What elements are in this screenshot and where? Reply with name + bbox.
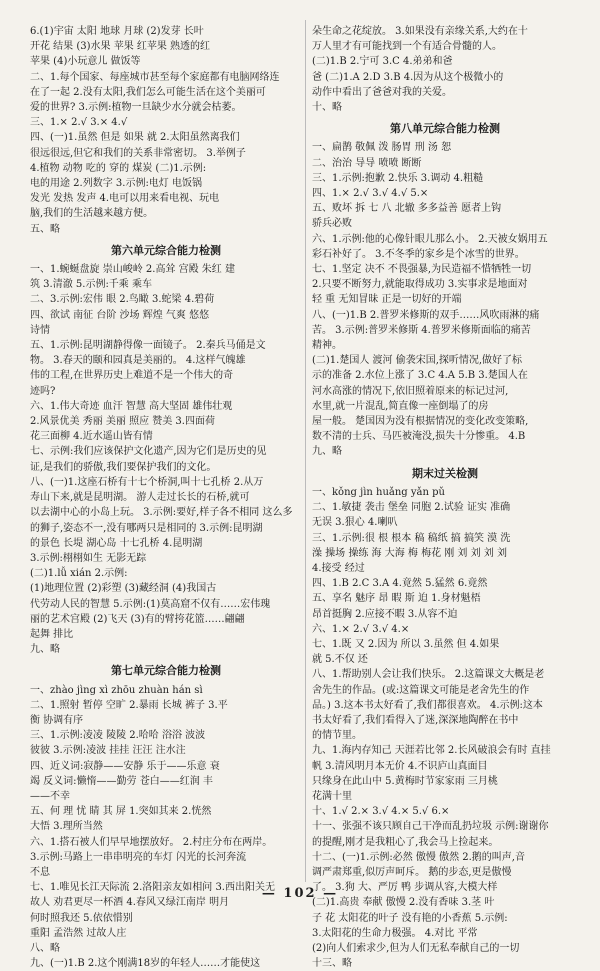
answer-line: 九、略 xyxy=(30,644,60,656)
answer-line: 朵生命之花绽放。 3.如果没有亲缘关系,大约在十 xyxy=(312,26,528,37)
answer-line: (二)1.高贵 奉献 傲慢 2.没有香味 3.茎 叶 xyxy=(312,897,495,909)
answer-line: 何时照我还 5.依依惜别 xyxy=(30,912,133,924)
answer-line: 六、1.示例:他的心像针眼儿那么小。 2.天被女娲用五 xyxy=(312,233,548,245)
answer-line: 在了一起 2.没有太阳,我们怎么可能生活在这个美丽可 xyxy=(30,86,266,98)
answer-line: 苦。 3.示例:普罗米修斯 4.普罗米修斯面临的痛苦 xyxy=(312,324,531,336)
answer-line: 子 花 太阳花的叶子 没有艳的小香蕉 5.示例: xyxy=(312,912,508,924)
answer-line: 调严肃郑重,似厉声呵斥。 鹅的步态,更是傲慢 xyxy=(312,866,512,878)
answer-line: 丽的艺术宫殿 (2)飞天 (3)有的臂挎花篮……翩翩 xyxy=(30,613,245,625)
answer-line: 4.植物 动物 吃的 穿的 煤炭 (二)1.示例: xyxy=(30,162,207,174)
answer-line: 五、略 xyxy=(30,223,60,235)
answer-line: 数不清的士兵、马匹被淹没,损失十分惨重。 4.B xyxy=(312,431,526,443)
answer-line: 的景色 长堤 湖心岛 十七孔桥 4.昆明湖 xyxy=(30,537,203,549)
answer-line: (二)1.楚国人 渡河 偷袭宋国,探听情况,做好了标 xyxy=(312,355,523,367)
answer-line: 十一、张强不该只顾自己干净而乱扔垃圾 示例:谢谢你 xyxy=(312,821,549,833)
answer-line: 昂首挺胸 2.应接不暇 3.从容不迫 xyxy=(312,608,458,620)
answer-line: 二、治治 导导 喷喷 断断 xyxy=(312,157,422,169)
answer-line: 物。 3.春天的颐和园真是美丽的。 4.这样气魄雄 xyxy=(30,355,246,367)
answer-line: 故人 劝君更尽一杯酒 4.春风又绿江南岸 明月 xyxy=(30,897,230,909)
answer-line: ——不幸 xyxy=(30,790,70,802)
answer-line: 七、示例:我们应该保护文化遗产,因为它们是历史的见 xyxy=(30,446,267,458)
answer-line: 示的准备 2.水位上涨了 3.C 4.A 5.B 3.楚国人在 xyxy=(312,370,528,382)
answer-line: (1)地理位置 (2)彩塑 (3)藏经洞 (4)我国古 xyxy=(30,583,217,595)
answer-line: 精神。 xyxy=(312,340,342,352)
answer-line: 脑,我们的生活越来越方便。 xyxy=(30,208,154,220)
answer-line: 澡 操场 操练 海 大海 梅 梅花 刚 刘 刘 刘 刘 xyxy=(312,547,507,559)
answer-line: 爸 (二)1.A 2.D 3.B 4.因为从这个极微小的 xyxy=(312,71,504,83)
answer-line: 竭 反义词:懒惰——勤劳 苍白——红润 丰 xyxy=(30,775,213,787)
answer-line: 衡 协调有序 xyxy=(30,714,84,726)
answer-line: 彩石补好了。 3.不冬季的家乡是个冰雪的世界。 xyxy=(312,248,525,260)
answer-line: 3.太阳花的生命力极强。 4.对比 平常 xyxy=(312,927,478,939)
answer-line: 八、(一)1.B 2.普罗米修斯的双手……风吹雨淋的痛 xyxy=(312,309,540,321)
answer-line: 七、1.既 又 2.因为 所以 3.虽然 但 4.如果 xyxy=(312,638,500,650)
answer-line: 3.示例:栩栩如生 无影无踪 xyxy=(30,552,147,564)
answer-line: 2.只要不断努力,就能取得成功 3.实事求是地面对 xyxy=(312,279,528,291)
answer-line: 四、(一)1.虽然 但是 如果 就 2.太阳虽然离我们 xyxy=(30,132,240,144)
answer-line: 三、1.示例:抱歉 2.快乐 3.调动 4.粗糙 xyxy=(312,172,484,184)
answer-line: 伟的工程,在世界历史上难道不是一个伟大的奇 xyxy=(30,370,234,382)
answer-line: 电的用途 2.列数字 3.示例:电灯 电饭锅 xyxy=(30,178,202,190)
answer-line: 二、3.示例:宏伟 眼 2.鸟瞰 3.蛇梁 4.碧荷 xyxy=(30,294,215,306)
answer-line: 无误 3.狠心 4.喇叭 xyxy=(312,517,398,529)
answer-line: 舍先生的作品。(或:这篇课文可能是老舍先生的作 xyxy=(312,684,530,696)
answer-line: 重阳 孟浩然 过故人庄 xyxy=(30,927,127,939)
answer-line: 骄兵必败 xyxy=(312,218,352,230)
answer-line: 九、(一)1.B 2.这个刚满18岁的年轻人……才能使这 xyxy=(30,958,261,970)
answer-line: 河水高涨的情况下,依旧照着原来的标记过河, xyxy=(312,385,509,397)
answer-line: 寿山下来,就是昆明湖。 游人走过长长的石桥,就可 xyxy=(30,492,250,504)
answer-line: 6.(1)宇宙 太阳 地球 月球 (2)发芽 长叶 xyxy=(30,26,204,37)
answer-line: 动作中看出了爸爸对我的关爱。 xyxy=(312,86,452,98)
answer-line: 2.风景优美 秀丽 美丽 照应 赞美 3.四面荷 xyxy=(30,416,215,428)
answer-line: 了。 3.狗 大、严厉 鸭 步调从容,大模大样 xyxy=(312,882,498,894)
answer-line: 不息 xyxy=(30,866,50,878)
answer-line: 开花 结果 (3)水果 苹果 红苹果 熟透的红 xyxy=(30,41,211,53)
answer-line: 的提醒,刚才是我粗心了,我会马上捡起来。 xyxy=(312,836,499,848)
answer-line: 十二、(一)1.示例:必然 傲慢 傲然 2.鹅的叫声,音 xyxy=(312,851,525,863)
left-column xyxy=(30,24,302,971)
answer-line: 九、略 xyxy=(312,446,342,458)
column-divider xyxy=(305,20,306,882)
answer-line: 苹果 (4)小玩意儿 做饭等 xyxy=(30,56,141,68)
answer-line: 八、略 xyxy=(30,942,60,954)
answer-line: 帆 3.清风明月本无价 4.不识庐山真面目 xyxy=(312,760,488,772)
answer-line: 一、1.蜿蜒盘旋 崇山峻岭 2.高耸 宫殿 朱红 建 xyxy=(30,264,235,276)
answer-line: 4.接受 经过 xyxy=(312,562,365,574)
answer-line: 就 5.不仅 还 xyxy=(312,654,368,666)
answer-line: 诗情 xyxy=(30,324,50,336)
answer-line: 代劳动人民的智慧 5.示例:(1)莫高窟不仅有……宏伟瑰 xyxy=(30,598,271,610)
answer-line: 十三、略 xyxy=(312,958,352,970)
answer-line: 屋一般。 楚国因为没有根据情况的变化改变策略, xyxy=(312,416,529,428)
answer-line: (二)1.lǚ xián 2.示例: xyxy=(30,568,128,580)
answer-line: 很远很远,但它和我们的关系非常密切。 3.举例子 xyxy=(30,147,246,159)
answer-line: 花三面柳 4.近水遥山皆有情 xyxy=(30,431,153,443)
answer-line: 三、1.× 2.√ 3.× 4.√ xyxy=(30,117,128,129)
section-heading: 第七单元综合能力检测 xyxy=(111,664,221,678)
answer-line: 五、败坏 拆 七 八 北辙 多多益善 愿者上钩 xyxy=(312,203,502,215)
answer-line: 大悟 3.理所当然 xyxy=(30,821,103,833)
answer-line: 五、何 理 忧 睛 其 屏 1.突如其来 2.恍然 xyxy=(30,806,212,818)
answer-line: 发光 发热 发声 4.电可以用来看电视、玩电 xyxy=(30,193,220,205)
section-heading: 第六单元综合能力检测 xyxy=(111,243,221,257)
answer-line: 二、1.敏捷 袭击 堡垒 同胞 2.试验 证实 准确 xyxy=(312,502,511,514)
section-heading: 期末过关检测 xyxy=(412,466,478,480)
page-number: — 102 — xyxy=(261,886,339,901)
answer-line: 三、1.示例:凌凌 陵陵 2.哈哈 浴浴 波波 xyxy=(30,730,206,742)
answer-line: 爱的世界? 3.示例:植物一旦缺少水分就会枯萎。 xyxy=(30,102,242,114)
answer-line: 一、zhào jìng xì zhōu zhuàn hán sì xyxy=(30,684,203,696)
answer-line: 二、1.照射 暂停 空旷 2.暴雨 长城 裤子 3.平 xyxy=(30,699,228,711)
answer-line: 迹吗? xyxy=(30,385,56,397)
answer-line: 证,是我们的骄傲,我们要保护我们的文化。 xyxy=(30,461,217,473)
answer-line: 五、1.示例:昆明湖静得像一面镜子。 2.秦兵马俑是文 xyxy=(30,340,266,352)
answer-line: 起舞 排比 xyxy=(30,628,74,640)
answer-line: (2)向人们索求少,但为人们无私奉献自己的一切 xyxy=(312,942,520,954)
answer-line: 十、略 xyxy=(312,102,342,114)
answer-line: 品。) 3.这本书太好看了,我们都很喜欢。 4.示例:这本 xyxy=(312,699,543,711)
right-column xyxy=(312,24,578,971)
answer-line: 一、扁鹊 敬佩 泼 肠胃 刑 汤 恕 xyxy=(312,142,452,154)
answer-line: 的情节里。 xyxy=(312,730,362,742)
answer-line: 轻 重 无知冒昧 正是一切好的开端 xyxy=(312,294,462,306)
answer-line: 水里,就一片混乱,简直像一座倒塌了的房 xyxy=(312,400,489,412)
answer-line: 只缘身在此山中 5.黄梅时节家家雨 三月桃 xyxy=(312,775,498,787)
answer-line: 四、1.B 2.C 3.A 4.竟然 5.猛然 6.竟然 xyxy=(312,578,488,590)
answer-line: 七、1.唯见长江天际流 2.洛阳亲友如相问 3.西出阳关无 xyxy=(30,882,275,894)
answer-line: 六、1.搭石被人们早早地摆放好。 2.村庄分布在两岸。 xyxy=(30,836,273,848)
answer-line: 五、享名 魅序 昂 暇 斯 迫 1.身材魁梧 xyxy=(312,593,481,605)
answer-line: 四、1.× 2.√ 3.√ 4.√ 5.× xyxy=(312,188,429,200)
section-heading: 第八单元综合能力检测 xyxy=(390,122,500,136)
answer-line: (二)1.B 2.宁可 3.C 4.弟弟和爸 xyxy=(312,56,453,68)
answer-line: 六、1.伟大奇迹 血汗 智慧 高大坚固 雄伟壮观 xyxy=(30,400,233,412)
answer-line: 以去湖中心的小岛上玩。 3.示例:要好,样子各不相同 这么多 xyxy=(30,507,293,519)
answer-line: 四、近义词:寂静——安静 乐于——乐意 衰 xyxy=(30,760,220,772)
answer-line: 筑 3.清澈 5.示例:千乘 乘车 xyxy=(30,279,152,291)
answer-line: 四、欲试 南征 台阶 沙场 辉煌 气爽 悠悠 xyxy=(30,309,210,321)
answer-line: 花满十里 xyxy=(312,790,352,802)
answer-line: 书太好看了,我们看得入了迷,深深地陶醉在书中 xyxy=(312,714,519,726)
answer-line: 九、1.海内存知己 天涯若比邻 2.长风破浪会有时 直挂 xyxy=(312,745,551,757)
answer-line: 八、(一)1.这座石桥有十七个桥洞,叫十七孔桥 2.从万 xyxy=(30,476,264,488)
answer-line: 万人里才有可能找到一个有适合骨髓的人。 xyxy=(312,41,502,53)
answer-line: 七、1.坚定 决不 不畏强暴,为民造福不惜牺牲一切 xyxy=(312,264,532,276)
answer-line: 三、1.示例:很 根 根本 稿 稿纸 搞 搞笑 漠 洗 xyxy=(312,532,511,544)
answer-line: 彼彼 3.示例:凌波 挂挂 汪汪 注水注 xyxy=(30,745,186,757)
answer-line: 二、1.每个国家、每座城市甚至每个家庭都有电脑网络连 xyxy=(30,71,280,83)
answer-line: 八、1.帮助别人会让我们快乐。 2.这篇课文大概是老 xyxy=(312,669,545,681)
answer-line: 的狮子,姿态不一,没有哪两只是相同的 3.示例:昆明湖 xyxy=(30,522,263,534)
answer-line: 六、1.× 2.√ 3.√ 4.× xyxy=(312,623,410,635)
answer-line: 一、kǒng jìn huǎng yǎn pǔ xyxy=(312,486,445,498)
answer-line: 3.示例:马路上一串串明亮的车灯 闪光的长河奔流 xyxy=(30,851,247,863)
answer-line: 十、1.√ 2.× 3.√ 4.× 5.√ 6.× xyxy=(312,806,450,818)
